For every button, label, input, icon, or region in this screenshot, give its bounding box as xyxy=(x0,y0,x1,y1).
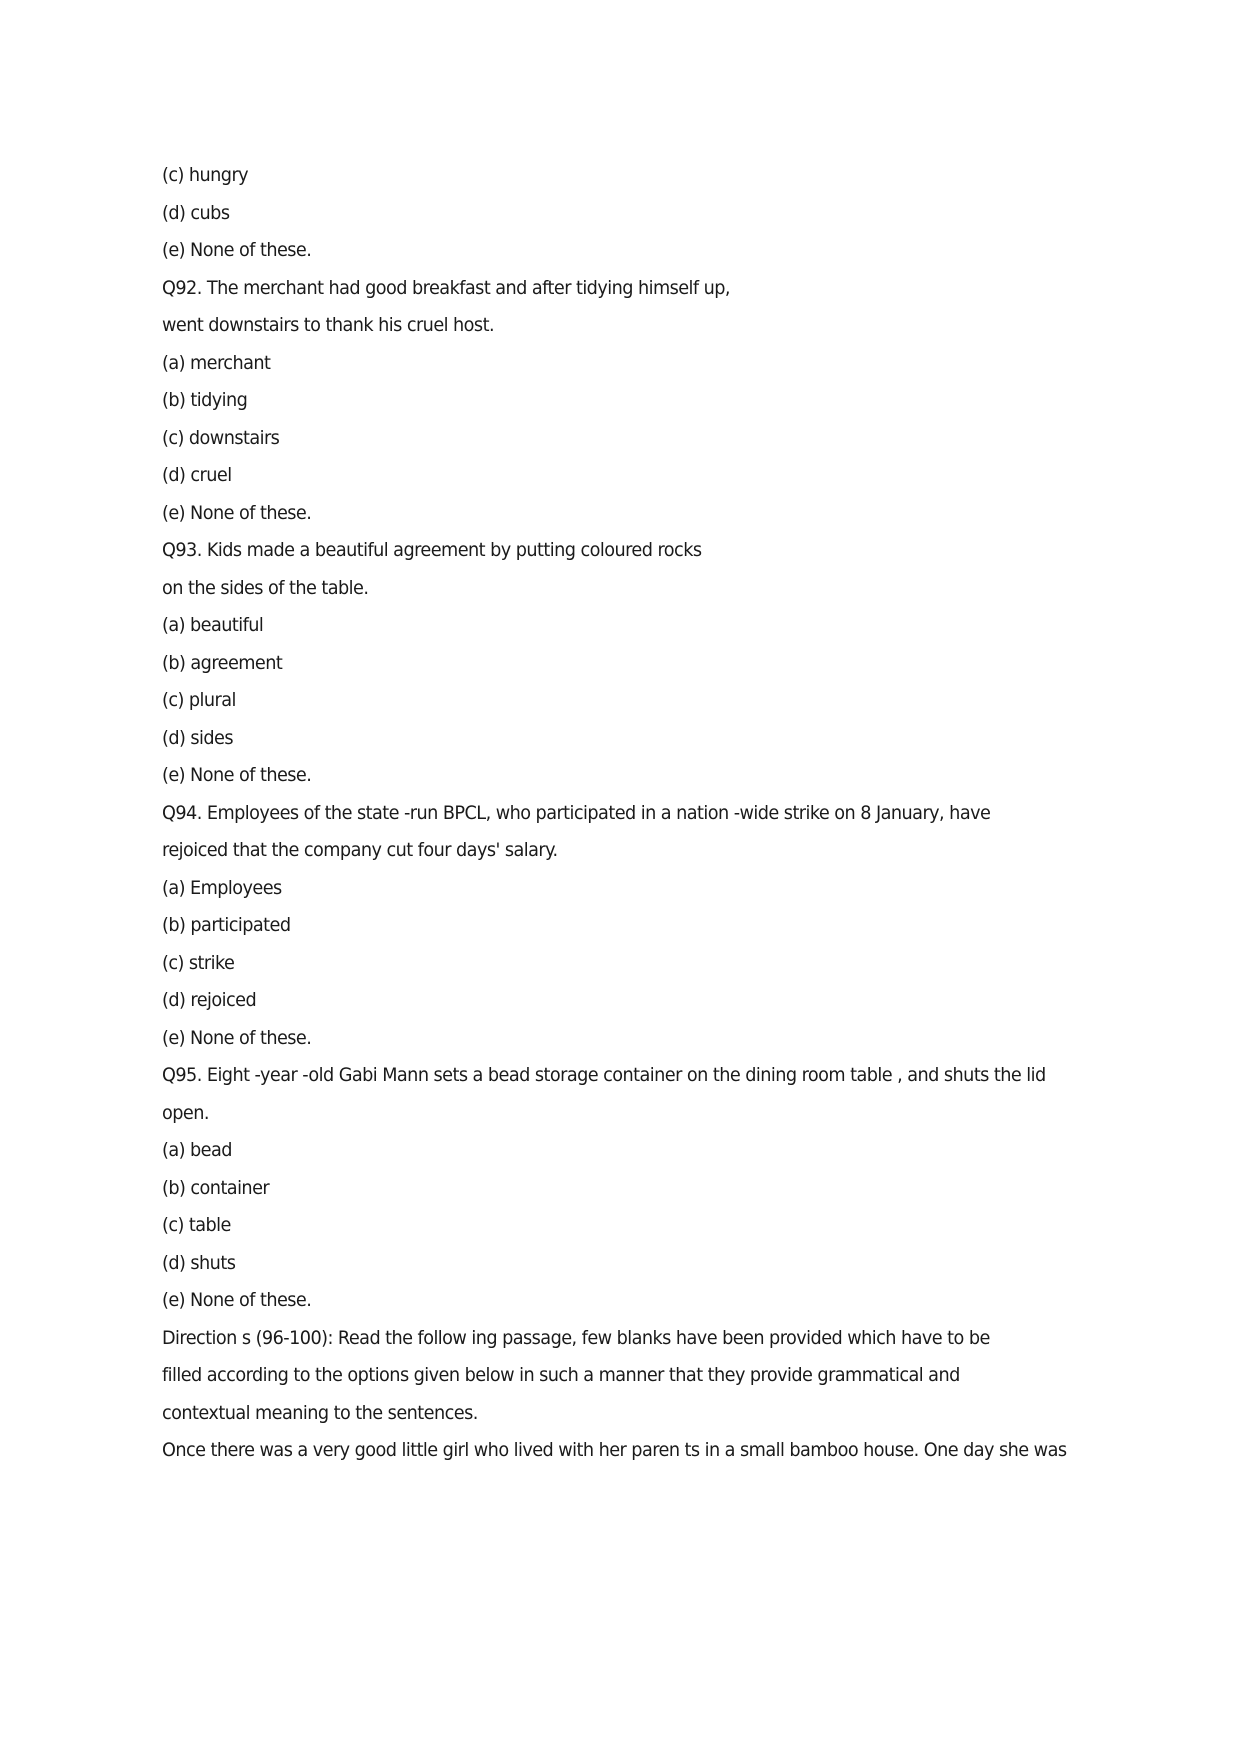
option-a: (a) merchant xyxy=(162,351,271,374)
option-c: (c) hungry xyxy=(162,164,249,186)
option-a: (a) beautiful xyxy=(162,614,264,636)
option-e: (e) None of these. xyxy=(162,239,312,261)
option-c: (c) downstairs xyxy=(162,426,280,449)
directions-cont: filled according to the options given below in such a manner that they provide grammatical and xyxy=(162,1364,960,1386)
option-e: (e) None of these. xyxy=(162,501,312,524)
option-e: (e) None of these. xyxy=(162,764,312,786)
option-e: (e) None of these. xyxy=(162,1289,312,1311)
option-b: (b) participated xyxy=(162,914,291,936)
question-92-cont: went downstairs to thank his cruel host. xyxy=(162,314,495,336)
directions-cont: contextual meaning to the sentences. xyxy=(162,1401,478,1424)
option-b: (b) agreement xyxy=(162,651,283,674)
document-page xyxy=(162,163,1067,1476)
option-d: (d) sides xyxy=(162,726,234,749)
question-95-cont: open. xyxy=(162,1101,209,1124)
directions: Direction s (96-100): Read the follow ing passage, few blanks have been provided which have to be xyxy=(162,1326,990,1349)
option-d: (d) cubs xyxy=(162,201,230,224)
option-b: (b) tidying xyxy=(162,389,248,411)
question-93-cont: on the sides of the table. xyxy=(162,576,369,599)
passage: Once there was a very good little girl who lived with her paren ts in a small bamboo house. One day she was xyxy=(162,1439,1067,1461)
question-93: Q93. Kids made a beautiful agreement by putting coloured rocks xyxy=(162,539,702,561)
question-94-cont: rejoiced that the company cut four days' salary. xyxy=(162,839,558,861)
question-95: Q95. Eight -year -old Gabi Mann sets a bead storage container on the dining room table , and shuts the lid xyxy=(162,1064,1046,1086)
option-a: (a) Employees xyxy=(162,876,282,899)
option-d: (d) rejoiced xyxy=(162,989,257,1011)
option-a: (a) bead xyxy=(162,1139,232,1161)
question-94: Q94. Employees of the state -run BPCL, who participated in a nation -wide strike on 8 January, have xyxy=(162,801,991,824)
option-c: (c) plural xyxy=(162,689,236,711)
question-92: Q92. The merchant had good breakfast and after tidying himself up, xyxy=(162,276,730,299)
option-c: (c) table xyxy=(162,1214,231,1236)
option-d: (d) shuts xyxy=(162,1251,236,1274)
option-e: (e) None of these. xyxy=(162,1026,312,1049)
option-d: (d) cruel xyxy=(162,464,232,486)
option-b: (b) container xyxy=(162,1176,270,1199)
option-c: (c) strike xyxy=(162,951,235,974)
